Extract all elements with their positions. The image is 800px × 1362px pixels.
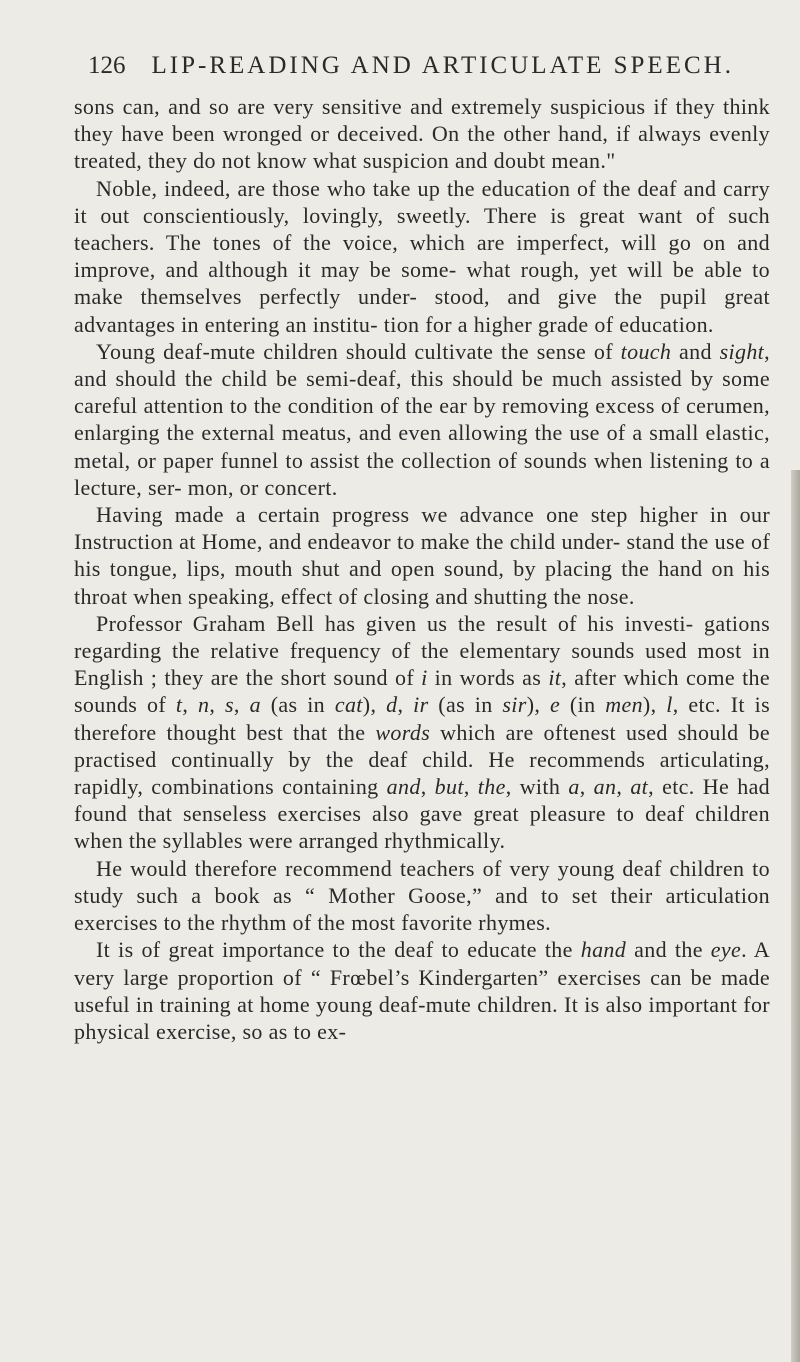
text-run: ), xyxy=(362,692,387,718)
italic-word: e xyxy=(550,692,561,718)
running-title: LIP-READING AND ARTICULATE SPEECH. xyxy=(151,52,734,79)
italic-word: an xyxy=(593,774,617,800)
text-run: , xyxy=(420,774,435,800)
italic-word: n xyxy=(197,692,210,718)
text-run: , etc. He had found that senseless exercises also gave great pleasure to deaf children when the syllables were arranged rhythmically. xyxy=(74,774,771,854)
italic-word: sir xyxy=(502,692,527,718)
text-run: It is of great importance to the deaf to educate the xyxy=(96,937,581,963)
paragraph xyxy=(74,610,770,855)
italic-word: it xyxy=(548,665,562,691)
paragraph: Noble, indeed, are those who take up the education of the deaf and carry it out conscientiously, lovingly, sweetly. There is great want of such teachers. The tones of the voice, which are imperfect, will go on and improve, and although it may be some- what rough, yet will be able to make themselves perfectly under- stood, and give the pupil great advantages in entering an institu- tion for a higher grade of education. xyxy=(74,175,770,337)
italic-word: hand xyxy=(580,937,627,963)
italic-word: eye xyxy=(710,937,742,963)
text-run: , xyxy=(209,692,225,718)
italic-word: i xyxy=(421,665,428,691)
italic-word: a xyxy=(249,692,261,718)
text-run: , with xyxy=(505,774,569,800)
italic-word: touch xyxy=(620,338,672,364)
text-run: , and should the child be semi-deaf, this should be much assisted by some careful attention to the condition of the ear by removing excess of cerumen, enlarging the external meatus, and even allowing the use of a small elastic, metal, or paper funnel to assist the collection of sounds when listening to a lecture, ser- mon, or concert. xyxy=(74,338,770,500)
text-run: , xyxy=(233,692,250,718)
page-number: 126 xyxy=(88,52,126,79)
paragraph xyxy=(74,936,770,1045)
text-run: , after which come the sounds of xyxy=(74,665,771,718)
text-run: (as in xyxy=(428,692,503,718)
italic-word: a xyxy=(568,774,580,800)
body-text xyxy=(74,93,770,1045)
text-run: , xyxy=(182,692,198,718)
italic-word: t xyxy=(175,692,183,718)
text-run: ), xyxy=(642,692,667,718)
paragraph: sons can, and so are very sensitive and extremely suspicious if they think they have been wronged or deceived. On the other hand, if always evenly treated, they do not know what suspicion and doubt mean." xyxy=(74,94,770,174)
text-run: (as in xyxy=(260,692,335,718)
italic-word: but xyxy=(434,774,464,800)
italic-word: words xyxy=(375,719,431,745)
text-run: (in xyxy=(560,692,606,718)
text-run: and xyxy=(671,338,720,364)
paragraph: He would therefore recommend teachers of very young deaf children to study such a book as “ Mother Goose,” and to set their articulation exercises to the rhythm of the most favorite rhymes. xyxy=(74,855,770,936)
text-run: in words as xyxy=(427,665,549,691)
italic-word: and xyxy=(386,774,421,800)
italic-word: l xyxy=(666,692,673,718)
text-run: Young deaf-mute children should cultivate the sense of xyxy=(96,338,621,364)
italic-word: s xyxy=(224,692,234,718)
text-run: , xyxy=(616,774,631,800)
text-run: , etc. It is therefore thought best that the xyxy=(74,692,771,745)
text-run: Professor Graham Bell has given us the result of his investi- gations regarding the relative frequency of the elementary sounds used most in English ; they are the short sound of xyxy=(74,610,770,691)
text-run: , xyxy=(463,774,478,800)
italic-word: sight xyxy=(719,338,765,364)
paragraph: Having made a certain progress we advance one step higher in our Instruction at Home, and endeavor to make the child under- stand the use of his tongue, lips, mouth shut and open sound, by placing the hand on his throat when speaking, effect of closing and shutting the nose. xyxy=(74,502,770,609)
italic-word: ir xyxy=(413,692,429,718)
text-run: ), xyxy=(526,692,551,718)
paragraph xyxy=(74,338,770,501)
italic-word: men xyxy=(605,692,643,718)
italic-word: the xyxy=(477,774,506,800)
italic-word: d xyxy=(386,692,398,718)
italic-word: at xyxy=(630,774,649,800)
text-run: and the xyxy=(626,937,711,963)
italic-word: cat xyxy=(334,692,363,718)
running-header xyxy=(88,52,788,80)
text-run: which are oftenest used should be practised continually by the deaf child. He recommends articulating, rapidly, combinations containing xyxy=(74,719,770,800)
page-edge-shadow xyxy=(791,470,800,1362)
text-run: , xyxy=(397,692,414,718)
text-run: , xyxy=(579,774,594,800)
text-run: . A very large proportion of “ Frœbel’s Kindergarten” exercises can be made useful in training at home young deaf-mute children. It is also important for physical exercise, so as to ex- xyxy=(74,937,770,1044)
